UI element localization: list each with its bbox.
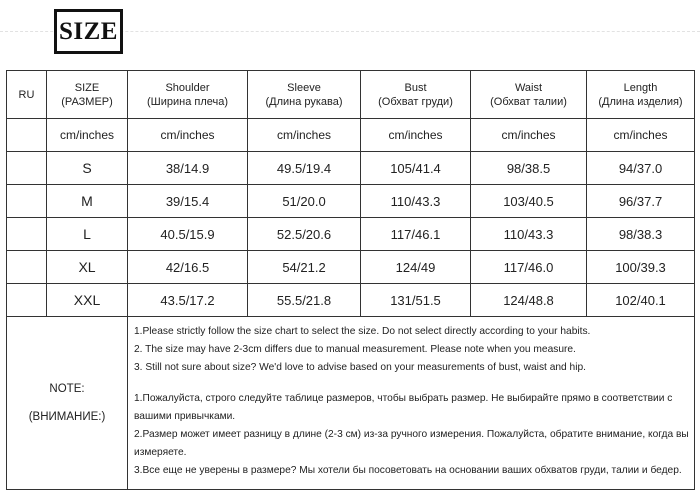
unit-cell: cm/inches — [47, 119, 128, 152]
size-title: SIZE — [59, 17, 118, 45]
unit-cell: cm/inches — [471, 119, 587, 152]
shoulder-cell: 39/15.4 — [128, 185, 248, 218]
note-ru-2: 2.Размер может имеет разницу в длине (2-3 см) из-за ручного измерения. Пожалуйста, обратите внимание, когда вы измеряете. — [134, 429, 689, 458]
table-row — [7, 185, 695, 218]
waist-cell: 98/38.5 — [471, 152, 587, 185]
sleeve-cell: 49.5/19.4 — [248, 152, 361, 185]
waist-cell: 103/40.5 — [471, 185, 587, 218]
bust-cell: 117/46.1 — [361, 218, 471, 251]
size-chart-table — [6, 70, 695, 490]
unit-cell: cm/inches — [361, 119, 471, 152]
size-cell: S — [47, 152, 128, 185]
shoulder-cell: 42/16.5 — [128, 251, 248, 284]
ru-cell — [7, 251, 47, 284]
length-cell: 102/40.1 — [587, 284, 695, 317]
table-row — [7, 284, 695, 317]
ru-cell — [7, 284, 47, 317]
note-ru-3: 3.Все еще не уверены в размере? Мы хотели бы посоветовать на основании ваших обхватов груди, талии и бедер. — [134, 465, 682, 476]
note-label-ru: (ВНИМАНИЕ:) — [28, 411, 106, 423]
waist-cell: 117/46.0 — [471, 251, 587, 284]
waist-cell: 124/48.8 — [471, 284, 587, 317]
ru-cell — [7, 185, 47, 218]
shoulder-cell: 40.5/15.9 — [128, 218, 248, 251]
bust-cell: 110/43.3 — [361, 185, 471, 218]
units-row — [7, 119, 695, 152]
size-cell: L — [47, 218, 128, 251]
note-text-cell — [128, 317, 695, 490]
col-header-length: Length (Длина изделия) — [587, 71, 695, 119]
note-en-2: 2. The size may have 2-3cm differs due to manual measurement. Please note when you measure. — [134, 344, 576, 355]
size-cell: XXL — [47, 284, 128, 317]
col-header-waist: Waist (Обхват талии) — [471, 71, 587, 119]
length-cell: 94/37.0 — [587, 152, 695, 185]
table-row — [7, 152, 695, 185]
length-cell: 96/37.7 — [587, 185, 695, 218]
bust-cell: 131/51.5 — [361, 284, 471, 317]
col-header-size: SIZE (РАЗМЕР) — [47, 71, 128, 119]
length-cell: 98/38.3 — [587, 218, 695, 251]
waist-cell: 110/43.3 — [471, 218, 587, 251]
unit-cell: cm/inches — [128, 119, 248, 152]
sleeve-cell: 52.5/20.6 — [248, 218, 361, 251]
note-label-cell — [7, 317, 128, 490]
shoulder-cell: 38/14.9 — [128, 152, 248, 185]
note-row — [7, 317, 695, 490]
sleeve-cell: 54/21.2 — [248, 251, 361, 284]
sleeve-cell: 55.5/21.8 — [248, 284, 361, 317]
note-en-3: 3. Still not sure about size? We'd love to advise based on your measurements of bust, waist and hip. — [134, 362, 586, 373]
note-ru-1: 1.Пожалуйста, строго следуйте таблице размеров, чтобы выбрать размер. Не выбирайте прямо в соответствии с вашими привычками. — [134, 393, 673, 422]
shoulder-cell: 43.5/17.2 — [128, 284, 248, 317]
bust-cell: 105/41.4 — [361, 152, 471, 185]
table-row — [7, 218, 695, 251]
note-en-1: 1.Please strictly follow the size chart to select the size. Do not select directly according to your habits. — [134, 326, 591, 337]
col-header-sleeve: Sleeve (Длина рукава) — [248, 71, 361, 119]
size-cell: XL — [47, 251, 128, 284]
unit-cell: cm/inches — [587, 119, 695, 152]
col-header-ru: RU — [7, 71, 47, 119]
length-cell: 100/39.3 — [587, 251, 695, 284]
table-row — [7, 251, 695, 284]
header-row — [7, 71, 695, 119]
bust-cell: 124/49 — [361, 251, 471, 284]
ru-cell — [7, 152, 47, 185]
col-header-bust: Bust (Обхват груди) — [361, 71, 471, 119]
ru-cell — [7, 218, 47, 251]
unit-cell: cm/inches — [248, 119, 361, 152]
size-cell: M — [47, 185, 128, 218]
size-title-badge — [54, 9, 123, 54]
note-label-en: NOTE: — [49, 383, 85, 395]
col-header-shoulder: Shoulder (Ширина плеча) — [128, 71, 248, 119]
unit-cell-ru — [7, 119, 47, 152]
sleeve-cell: 51/20.0 — [248, 185, 361, 218]
note-spacer — [134, 377, 690, 390]
